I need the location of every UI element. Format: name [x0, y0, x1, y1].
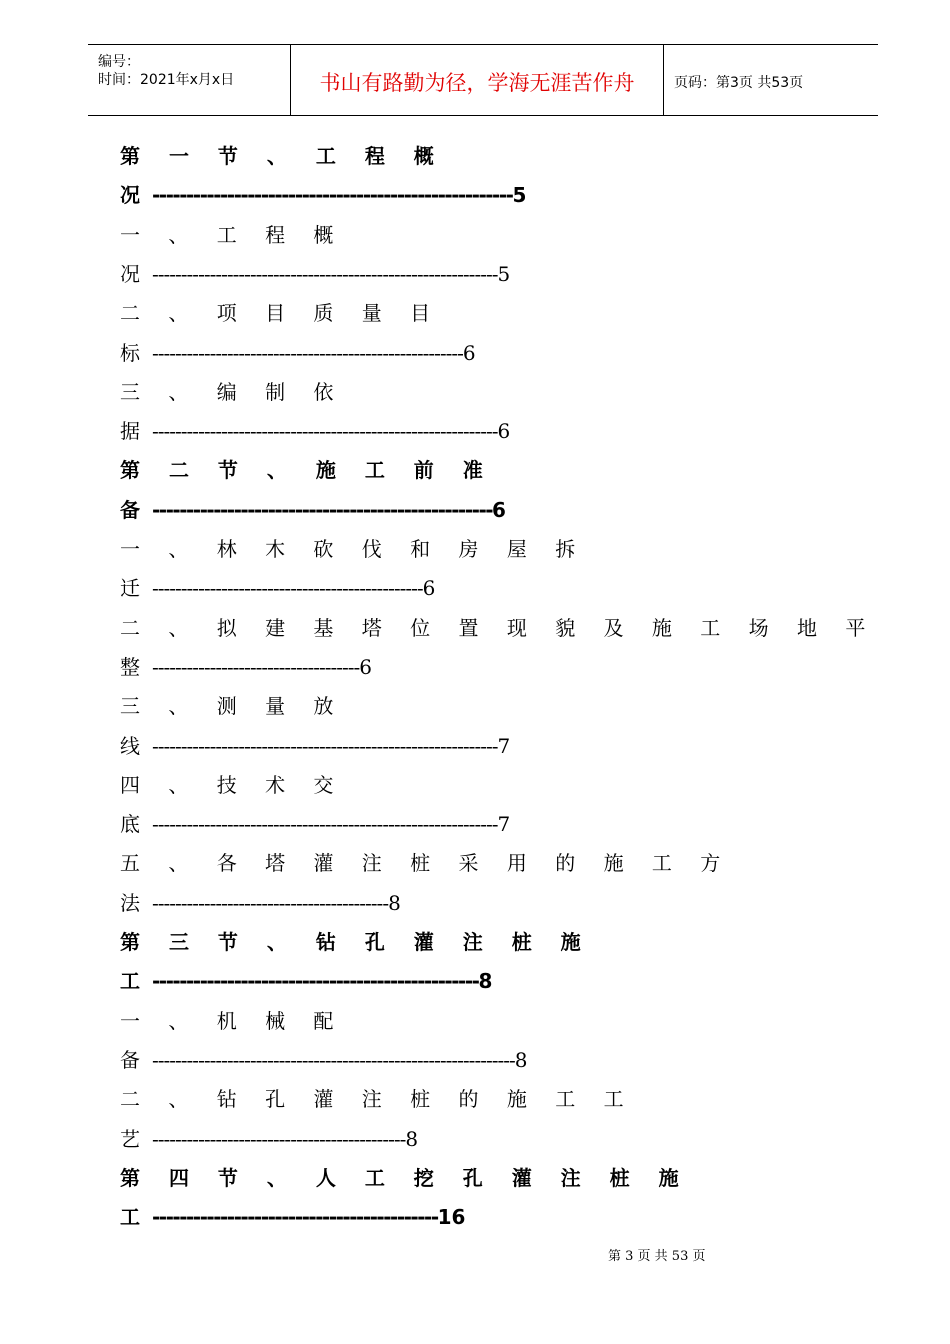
page-footer: 第 3 页 共 53 页	[608, 1249, 706, 1264]
toc-entry-leader	[120, 1123, 418, 1159]
toc-entry-title: 第 一 节 、 工 程 概	[120, 144, 445, 168]
toc-entry-title-end: 况	[120, 261, 140, 286]
toc-page-number: 8	[478, 969, 493, 994]
motto-text: 书山有路勤为径，学海无涯苦作舟	[319, 71, 635, 95]
toc-entry-leader	[120, 1044, 527, 1080]
toc-entry-leader	[120, 337, 476, 373]
toc-entry-title: 一 、 工 程 概	[120, 222, 345, 247]
toc-entry-title: 二 、 钻 孔 灌 注 桩 的 施 工 工	[120, 1087, 635, 1112]
toc-entry-leader	[120, 887, 401, 923]
toc-entry-title: 第 四 节 、 人 工 挖 孔 灌 注 桩 施	[120, 1165, 690, 1190]
header-motto-cell	[290, 45, 664, 115]
toc-page-number: 16	[437, 1205, 466, 1230]
toc-entry-leader	[120, 730, 510, 766]
toc-page-number: 8	[405, 1126, 419, 1151]
toc-entry-title: 第 二 节 、 施 工 前 准	[120, 458, 494, 483]
toc-dot-leader: ------------------------------------	[152, 654, 360, 679]
toc-entry-leader	[120, 1201, 465, 1237]
toc-entry-title-end: 标	[120, 340, 140, 365]
toc-dot-leader: -----------------------------------------	[152, 890, 389, 915]
toc-entry-leader	[120, 965, 492, 1001]
toc-entry-leader	[120, 179, 526, 215]
toc-dot-leader: ------------------------------------------------------------	[152, 261, 498, 286]
toc-entry-leader	[120, 808, 510, 844]
toc-page-number: 6	[462, 340, 476, 365]
page-header	[88, 44, 878, 116]
toc-entry-title-end: 底	[120, 812, 140, 837]
document-time-label: 时间：2021年x月x日	[98, 72, 235, 88]
toc-entry-leader	[120, 415, 510, 451]
toc-entry-title: 二 、 拟 建 基 塔 位 置 现 貌 及 施 工 场 地 平	[120, 615, 877, 640]
toc-entry-title: 五 、 各 塔 灌 注 桩 采 用 的 施 工 方	[120, 851, 732, 876]
toc-entry-title: 第 三 节 、 钻 孔 灌 注 桩 施	[120, 930, 592, 954]
header-page-cell	[664, 45, 878, 115]
toc-entry-title-end: 艺	[120, 1126, 140, 1151]
toc-entry-title-end: 工	[120, 1205, 140, 1230]
toc-entry-leader	[120, 651, 372, 687]
toc-entry-title-end: 整	[120, 654, 140, 679]
toc-entry-title: 一 、 林 木 砍 伐 和 房 屋 拆	[120, 537, 587, 561]
toc-entry-leader	[120, 258, 510, 294]
toc-page-number: 8	[388, 890, 401, 915]
toc-page-number: 8	[514, 1047, 528, 1072]
toc-dot-leader: -----------------------------------------------------	[152, 183, 513, 208]
header-info-cell	[88, 45, 290, 115]
toc-dot-leader: --------------------------------------------	[152, 1126, 406, 1151]
toc-entry-title: 三 、 测 量 放	[120, 694, 345, 719]
toc-page-number: 7	[497, 812, 511, 837]
toc-dot-leader: ------------------------------------------	[152, 1205, 438, 1230]
toc-entry-title-end: 况	[120, 183, 140, 208]
toc-entry-title-end: 备	[120, 1047, 140, 1072]
toc-entry-leader	[120, 572, 435, 608]
toc-entry-title: 一 、 机 械 配	[120, 1008, 345, 1033]
toc-entry-title-end: 迁	[120, 576, 140, 601]
toc-page-number: 6	[492, 497, 506, 522]
toc-entry-title-end: 工	[120, 969, 140, 994]
toc-entry-title: 二 、 项 目 质 量 目	[120, 301, 442, 326]
toc-page-number: 7	[497, 733, 511, 758]
toc-entry-title: 三 、 编 制 依	[120, 379, 345, 404]
header-page-number: 页码：第3页 共53页	[674, 75, 804, 91]
toc-dot-leader: --------------------------------------------------	[152, 497, 493, 522]
toc-page-number: 6	[497, 419, 511, 444]
toc-dot-leader: ------------------------------------------------------------	[152, 812, 498, 837]
document-number-label: 编号：	[98, 54, 140, 70]
toc-page-number: 6	[359, 654, 373, 679]
toc-dot-leader: ------------------------------------------------------------	[152, 419, 498, 444]
toc-page-number: 6	[422, 576, 436, 601]
toc-entry-title-end: 据	[120, 419, 140, 444]
toc-dot-leader: ------------------------------------------------------	[152, 340, 463, 365]
toc-entry-title-end: 法	[120, 890, 140, 915]
toc-entry-title-end: 备	[120, 497, 140, 522]
toc-dot-leader: ------------------------------------------------------------	[152, 733, 498, 758]
toc-entry-title-end: 线	[120, 733, 140, 758]
toc-dot-leader: ---------------------------------------------------------------	[152, 1047, 515, 1072]
toc-page-number: 5	[497, 261, 511, 286]
toc-page-number: 5	[512, 183, 527, 208]
toc-entry-leader	[120, 494, 506, 530]
toc-entry-title: 四 、 技 术 交	[120, 772, 345, 797]
toc-dot-leader: -----------------------------------------------	[152, 576, 423, 601]
toc-dot-leader: ------------------------------------------------	[152, 969, 479, 994]
